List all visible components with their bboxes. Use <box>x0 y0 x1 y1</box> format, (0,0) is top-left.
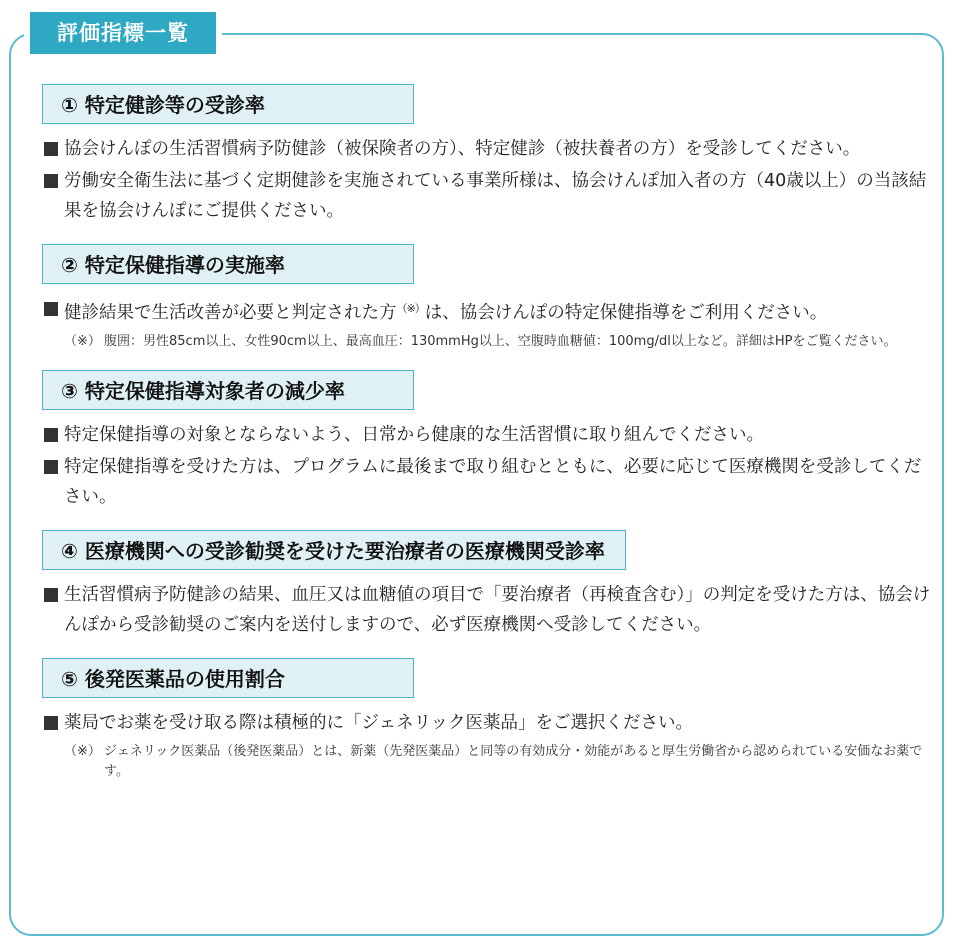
footnote-text: 腹囲：男性85cm以上、女性90cm以上、最高血圧：130mmHg以上、空腹時血糖値：100mg/dl以上など。詳細はHPをご覧ください。 <box>104 334 897 349</box>
list-item-text: 薬局でお薬を受け取る際は積極的に「ジェネリック医薬品」をご選択ください。 <box>64 713 693 733</box>
section-heading: ③ 特定保健指導対象者の減少率 <box>42 370 414 410</box>
list-item <box>42 166 932 226</box>
list-item <box>42 452 932 512</box>
section-heading: ① 特定健診等の受診率 <box>42 84 414 124</box>
list-item <box>42 580 932 640</box>
list-item-text: 生活習慣病予防健診の結果、血圧又は血糖値の項目で「要治療者（再検査含む）」の判定を受けた方は、協会けんぽから受診勧奨のご案内を送付しますので、必ず医療機関へ受診してください。 <box>64 585 931 635</box>
section-1 <box>42 84 932 226</box>
list-item-text: 特定保健指導を受けた方は、プログラムに最後まで取り組むとともに、必要に応じて医療機関を受診してください。 <box>64 457 922 507</box>
square-bullet-icon <box>44 716 58 730</box>
list-item-text-after: は、協会けんぽの特定保健指導をご利用ください。 <box>424 303 828 323</box>
section-heading: ② 特定保健指導の実施率 <box>42 244 414 284</box>
footnote-text: ジェネリック医薬品（後発医薬品）とは、新薬（先発医薬品）と同等の有効成分・効能があると厚生労働省から認められている安価なお薬です。 <box>104 744 923 779</box>
footnote-mark: （※） <box>64 334 101 349</box>
section-5 <box>42 658 932 782</box>
footnote-marker: （※） <box>396 302 425 315</box>
panel-content <box>42 84 932 782</box>
list-item <box>42 420 932 450</box>
footnote <box>42 742 932 782</box>
square-bullet-icon <box>44 428 58 442</box>
section-3 <box>42 370 932 512</box>
section-2 <box>42 244 932 352</box>
list-item-text: 協会けんぽの生活習慣病予防健診（被保険者の方）、特定健診（被扶養者の方）を受診してください。 <box>64 139 861 159</box>
list-item-text: 労働安全衛生法に基づく定期健診を実施されている事業所様は、協会けんぽ加入者の方（40歳以上）の当該結果を協会けんぽにご提供ください。 <box>64 171 927 221</box>
section-heading: ⑤ 後発医薬品の使用割合 <box>42 658 414 698</box>
panel-title: 評価指標一覧 <box>30 12 216 54</box>
list-item <box>42 708 932 738</box>
square-bullet-icon <box>44 174 58 188</box>
list-item <box>42 134 932 164</box>
list-item-text-before: 健診結果で生活改善が必要と判定された方 <box>64 303 397 323</box>
square-bullet-icon <box>44 302 58 316</box>
list-item <box>42 294 932 328</box>
footnote <box>42 332 932 352</box>
square-bullet-icon <box>44 588 58 602</box>
square-bullet-icon <box>44 142 58 156</box>
section-heading: ④ 医療機関への受診勧奨を受けた要治療者の医療機関受診率 <box>42 530 626 570</box>
square-bullet-icon <box>44 460 58 474</box>
footnote-mark: （※） <box>64 744 101 759</box>
list-item-text: 特定保健指導の対象とならないよう、日常から健康的な生活習慣に取り組んでください。 <box>64 425 764 445</box>
section-4 <box>42 530 932 640</box>
